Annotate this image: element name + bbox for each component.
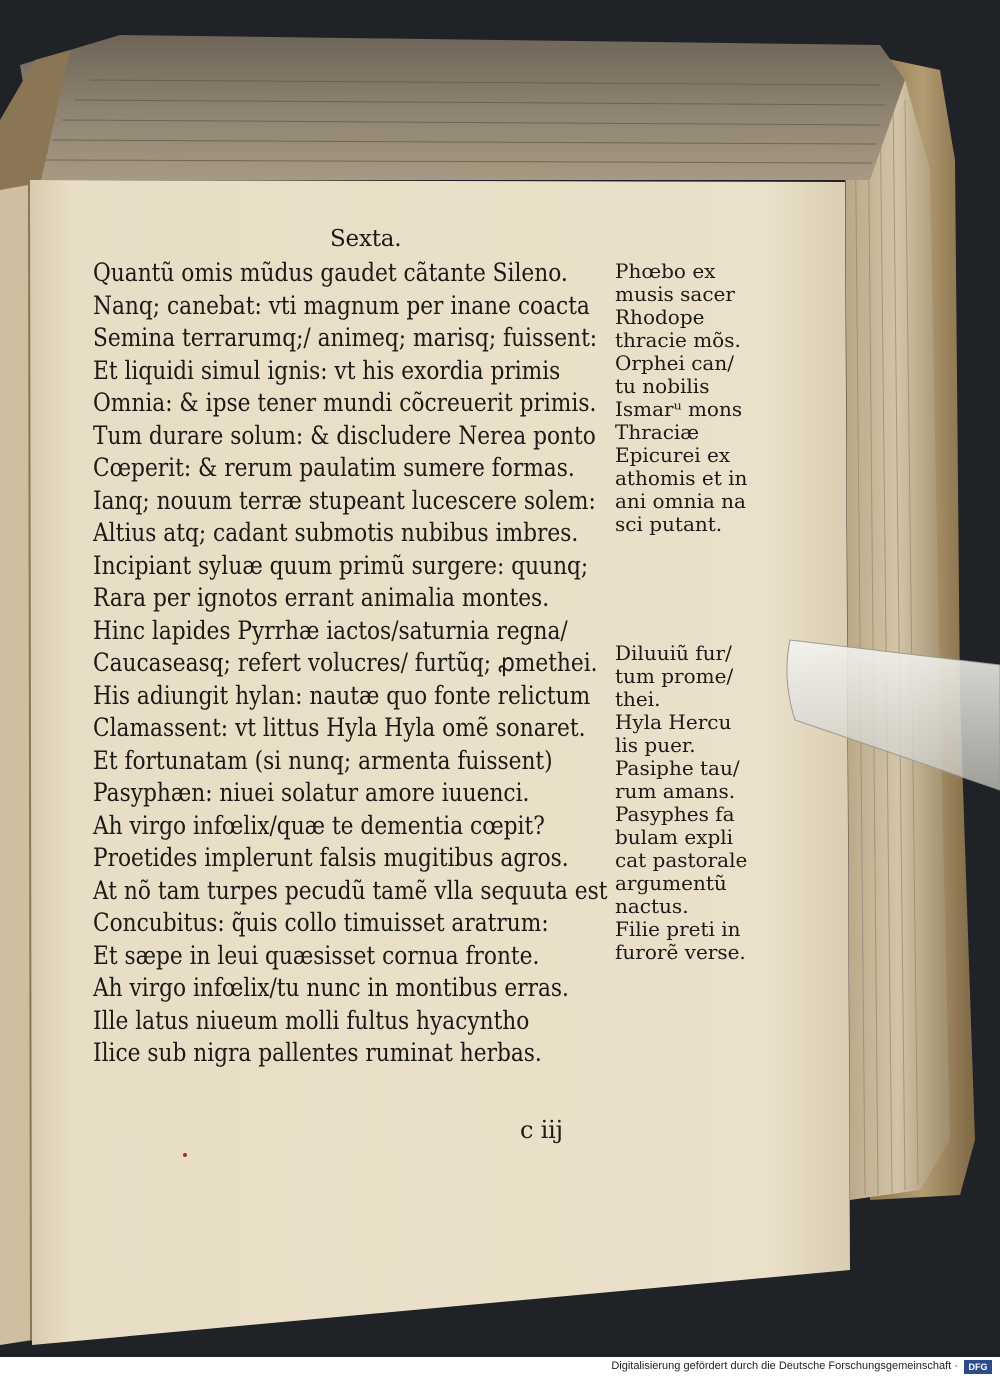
verse-line: Pasyphæn: niuei solatur amore iuuenci. — [93, 778, 530, 807]
verse-line: Hinc lapides Pyrrhæ iactos/saturnia regna/ — [93, 615, 568, 645]
red-ink-spot — [183, 1153, 187, 1157]
verse-line: Rara per ignotos errant animalia montes. — [93, 583, 550, 612]
gloss-line: athomis et in — [615, 466, 748, 490]
verse-line: Quantũ omis mũdus gaudet cãtante Sileno. — [93, 258, 568, 287]
gloss-line: Diluuiũ fur/ — [615, 641, 732, 665]
gloss-line: Hyla Hercu — [615, 710, 732, 734]
gloss-line: Epicurei ex — [615, 443, 731, 467]
verse-line: Caucaseasq; refert volucres/ furtũq; ꝓmethei. — [93, 648, 598, 677]
verse-line: Concubitus: q̃uis collo timuisset aratrum: — [93, 908, 549, 937]
verse-line: His adiungit hylan: nautæ quo fonte relictum — [93, 680, 591, 710]
verse-line: Et liquidi simul ignis: vt his exordia primis — [93, 355, 561, 385]
verse-line: Incipiant syluæ quum primũ surgere: quunq; — [93, 550, 589, 580]
gloss-line: thracie mõs. — [615, 328, 741, 352]
funding-credit: Digitalisierung gefördert durch die Deutsche Forschungsgemeinschaft · — [611, 1360, 958, 1372]
verse-line: Tum durare solum: & discludere Nerea ponto — [93, 420, 596, 450]
gloss-line: rum amans. — [615, 779, 736, 803]
gloss-line: argumentũ — [615, 871, 727, 895]
verse-column — [93, 257, 686, 1070]
marginal-gloss-lower — [615, 642, 747, 964]
gloss-line: Pasiphe tau/ — [615, 756, 740, 780]
gloss-line: Pasyphes fa — [615, 802, 735, 826]
verse-line: Ille latus niueum molli fultus hyacyntho — [93, 1005, 530, 1035]
gloss-line: Orphei can/ — [615, 351, 734, 375]
verse-line: Ilice sub nigra pallentes ruminat herbas. — [93, 1038, 542, 1067]
verse-line: Ah virgo infœlix/quæ te dementia cœpit? — [93, 810, 545, 840]
verse-line: Omnia: & ipse tener mundi cõcreuerit primis. — [93, 388, 597, 417]
gloss-line: thei. — [615, 687, 661, 711]
gloss-line: furorẽ verse. — [615, 940, 746, 964]
page-stack-top — [20, 35, 905, 180]
gloss-line: sci putant. — [615, 512, 723, 536]
gloss-line: musis sacer — [615, 282, 735, 306]
gloss-line: bulam expli — [615, 825, 734, 849]
verse-line: At nõ tam turpes pecudũ tamẽ vlla sequuta est — [93, 875, 608, 905]
gloss-line: Thraciæ — [615, 420, 700, 444]
gloss-line: tu nobilis — [615, 374, 710, 398]
marginal-gloss-upper — [615, 260, 747, 536]
verse-line: Ah virgo infœlix/tu nunc in montibus erras. — [93, 973, 569, 1002]
footer-bar — [0, 1357, 1000, 1378]
verse-line: Nanq; canebat: vti magnum per inane coacta — [93, 290, 590, 320]
gloss-line: ani omnia na — [615, 489, 746, 513]
verse-line: Et sæpe in leui quæsisset cornua fronte. — [93, 940, 540, 970]
verse-line: Semina terrarumq;/ animeq; marisq; fuissent: — [93, 323, 598, 352]
gloss-line: Filie preti in — [615, 917, 741, 941]
running-head: Sexta. — [330, 226, 402, 252]
facing-page-sliver — [0, 185, 30, 1345]
gloss-line: Phœbo ex — [615, 259, 716, 283]
verse-line: Clamassent: vt littus Hyla Hyla omẽ sonaret. — [93, 713, 586, 742]
gloss-line: tum prome/ — [615, 664, 734, 688]
signature-mark: c iij — [520, 1116, 563, 1144]
verse-line: Ianq; nouum terræ stupeant lucescere solem: — [93, 485, 596, 515]
gloss-line: Rhodope — [615, 305, 705, 329]
dfg-logo: DFG — [964, 1360, 992, 1374]
verse-line: Cœperit: & rerum paulatim sumere formas. — [93, 453, 575, 482]
verse-line: Proetides implerunt falsis mugitibus agros. — [93, 843, 569, 872]
gloss-line: Ismarᵘ mons — [615, 397, 743, 421]
verse-line: Et fortunatam (si nunq; armenta fuissent) — [93, 745, 553, 775]
gloss-line: cat pastorale — [615, 848, 748, 872]
verse-line: Altius atq; cadant submotis nubibus imbres. — [93, 518, 579, 547]
gloss-line: lis puer. — [615, 733, 696, 757]
gloss-line: nactus. — [615, 894, 689, 918]
